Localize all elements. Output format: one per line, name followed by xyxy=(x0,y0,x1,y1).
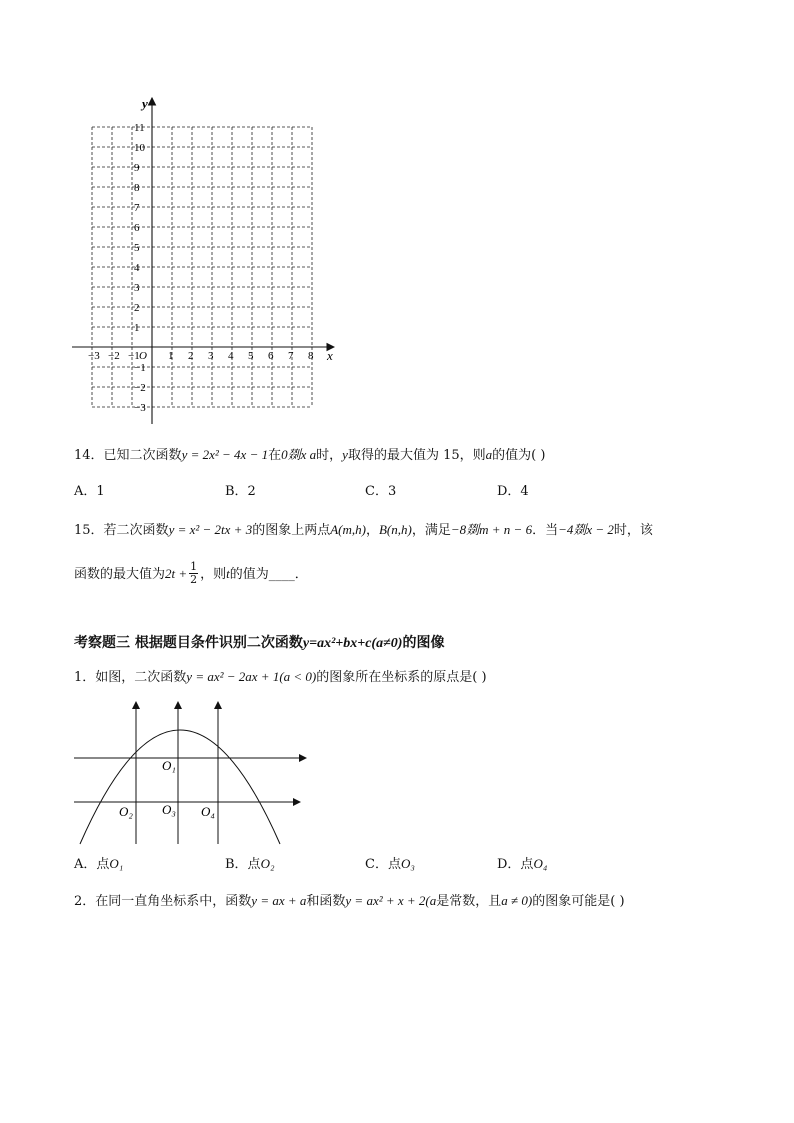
s3q2-expr2: y = ax² + x + 2(a xyxy=(345,893,437,908)
origin-label: O xyxy=(139,350,147,362)
q15-text-h: 的值为____． xyxy=(229,567,308,582)
y-tick-label: −3 xyxy=(134,402,146,414)
s3q1-option-d-math: O₄ xyxy=(533,856,548,871)
q14-text-mid3: 取得的最大值为 15，则 xyxy=(347,448,486,463)
q15-frac-num: 1 xyxy=(190,560,198,573)
q14-stem xyxy=(74,446,545,465)
s3q1-text-a: 如图，二次函数 xyxy=(95,670,187,685)
parabola-figure xyxy=(70,698,314,846)
q15-text-c: ，满足 xyxy=(411,523,451,538)
q15-text-f: 函数的最大值为 xyxy=(74,567,166,582)
s3q1-option-c-math: O₃ xyxy=(400,856,415,871)
q14-y-var: y xyxy=(342,447,348,462)
q15-point-b: B(n,h) xyxy=(378,522,412,537)
q15-line1 xyxy=(74,521,653,540)
q15-number: 15． xyxy=(74,523,104,538)
parabola-curve xyxy=(80,730,280,844)
q15-text-b: 的图象上两点 xyxy=(252,523,331,538)
y-tick-label: 11 xyxy=(134,122,145,134)
s3q1-option-c[interactable] xyxy=(365,855,415,874)
s3q2-expr1: y = ax + a xyxy=(251,893,307,908)
q15-text-e: 时，该 xyxy=(613,523,653,538)
s3q1-text-b: 的图象所在坐标系的原点是( ) xyxy=(316,670,487,685)
x-tick-label: 4 xyxy=(228,350,234,362)
label-o4: O₄ xyxy=(201,804,215,819)
s3q1-option-a[interactable] xyxy=(74,855,123,874)
y-tick-label: −2 xyxy=(134,382,146,394)
x-tick-label: −1 xyxy=(128,350,140,362)
y-tick-label: 3 xyxy=(134,282,140,294)
y-tick-label: 1 xyxy=(134,322,140,334)
s3q1-expr: y = ax² − 2ax + 1(a < 0) xyxy=(186,669,317,684)
q15-expr: y = x² − 2tx + 3 xyxy=(168,522,253,537)
s3q1-option-a-math: O₁ xyxy=(109,856,124,871)
y-tick-label: 10 xyxy=(134,142,145,154)
s3q1-option-a-label: A．点 xyxy=(74,857,110,872)
x-axis-label: x xyxy=(327,348,333,363)
section3-title-math: y=ax²+bx+c(a≠0) xyxy=(302,636,403,651)
x-tick-label: 5 xyxy=(248,350,254,362)
q15-t-var: t xyxy=(226,566,230,581)
x-tick-label: 3 xyxy=(208,350,214,362)
y-tick-label: 2 xyxy=(134,302,140,314)
q15-point-a: A(m,h) xyxy=(330,522,366,537)
q15-text-a: 若二次函数 xyxy=(103,523,169,538)
q15-fraction xyxy=(189,561,198,586)
x-tick-label: 6 xyxy=(268,350,274,362)
q14-range: 0剟x a xyxy=(281,447,317,462)
q14-text-mid2: 时， xyxy=(316,448,343,463)
y-axis-label: y xyxy=(142,96,148,111)
q14-option-a[interactable]: A．1 xyxy=(74,484,105,499)
x-tick-label: 7 xyxy=(288,350,294,362)
s3q1-option-b-math: O₂ xyxy=(260,856,275,871)
x-tick-label: 1 xyxy=(168,350,174,362)
s3q1-stem xyxy=(74,668,487,687)
s3q1-option-d[interactable] xyxy=(497,855,547,874)
x-tick-label: −3 xyxy=(88,350,100,362)
y-tick-label: 9 xyxy=(134,162,140,174)
q14-number: 14． xyxy=(74,448,104,463)
s3q1-option-c-label: C．点 xyxy=(365,857,401,872)
y-tick-label: 4 xyxy=(134,262,140,274)
q15-cond: −8剟m + n − 6 xyxy=(450,522,533,537)
section3-title-suffix: 的图像 xyxy=(402,635,445,651)
s3q2-stem xyxy=(74,892,625,911)
s3q2-text-d: 的图象可能是( ) xyxy=(532,894,625,909)
q15-line2 xyxy=(74,562,308,587)
label-o3: O₃ xyxy=(162,802,176,817)
coordinate-grid-figure xyxy=(68,94,340,430)
q14-text-mid1: 在 xyxy=(268,448,282,463)
x-tick-label: −2 xyxy=(108,350,120,362)
y-tick-label: 8 xyxy=(134,182,140,194)
s3q1-number: 1． xyxy=(74,670,96,685)
q14-a-var: a xyxy=(485,447,493,462)
q14-text-end: 的值为( ) xyxy=(492,448,546,463)
grid-lines xyxy=(92,127,312,407)
q14-option-c[interactable]: C．3 xyxy=(365,484,397,499)
q15-max-expr: 2t + xyxy=(165,566,188,581)
q14-option-d[interactable]: D．4 xyxy=(497,484,529,499)
x-tick-label: 8 xyxy=(308,350,314,362)
s3q2-number: 2． xyxy=(74,894,96,909)
s3q1-option-d-label: D．点 xyxy=(497,857,534,872)
q14-text-before: 已知二次函数 xyxy=(103,448,182,463)
y-tick-label: 5 xyxy=(134,242,140,254)
s3q1-option-b[interactable] xyxy=(225,855,274,874)
section3-title xyxy=(74,632,444,652)
q15-sep: ， xyxy=(365,523,379,538)
y-tick-label: −1 xyxy=(134,362,146,374)
q14-expr: y = 2x² − 4x − 1 xyxy=(181,447,269,462)
s3q2-cond: a ≠ 0) xyxy=(501,893,533,908)
q15-text-g: ，则 xyxy=(200,567,227,582)
s3q1-option-b-label: B．点 xyxy=(225,857,261,872)
q14-option-b[interactable]: B．2 xyxy=(225,484,256,499)
s3q2-text-c: 是常数，且 xyxy=(436,894,502,909)
s3q2-text-b: 和函数 xyxy=(306,894,346,909)
y-tick-labels xyxy=(134,122,146,414)
q15-frac-den: 2 xyxy=(190,573,198,586)
section3-title-prefix: 考察题三 根据题目条件识别二次函数 xyxy=(74,635,303,651)
q15-range: −4剟x − 2 xyxy=(558,522,614,537)
x-tick-label: 2 xyxy=(188,350,194,362)
x-tick-labels xyxy=(88,350,314,362)
q15-text-d: ．当 xyxy=(532,523,559,538)
s3q2-text-a: 在同一直角坐标系中，函数 xyxy=(95,894,252,909)
label-o2: O₂ xyxy=(119,804,133,819)
y-tick-label: 6 xyxy=(134,222,140,234)
label-o1: O₁ xyxy=(162,758,176,773)
y-tick-label: 7 xyxy=(134,202,140,214)
